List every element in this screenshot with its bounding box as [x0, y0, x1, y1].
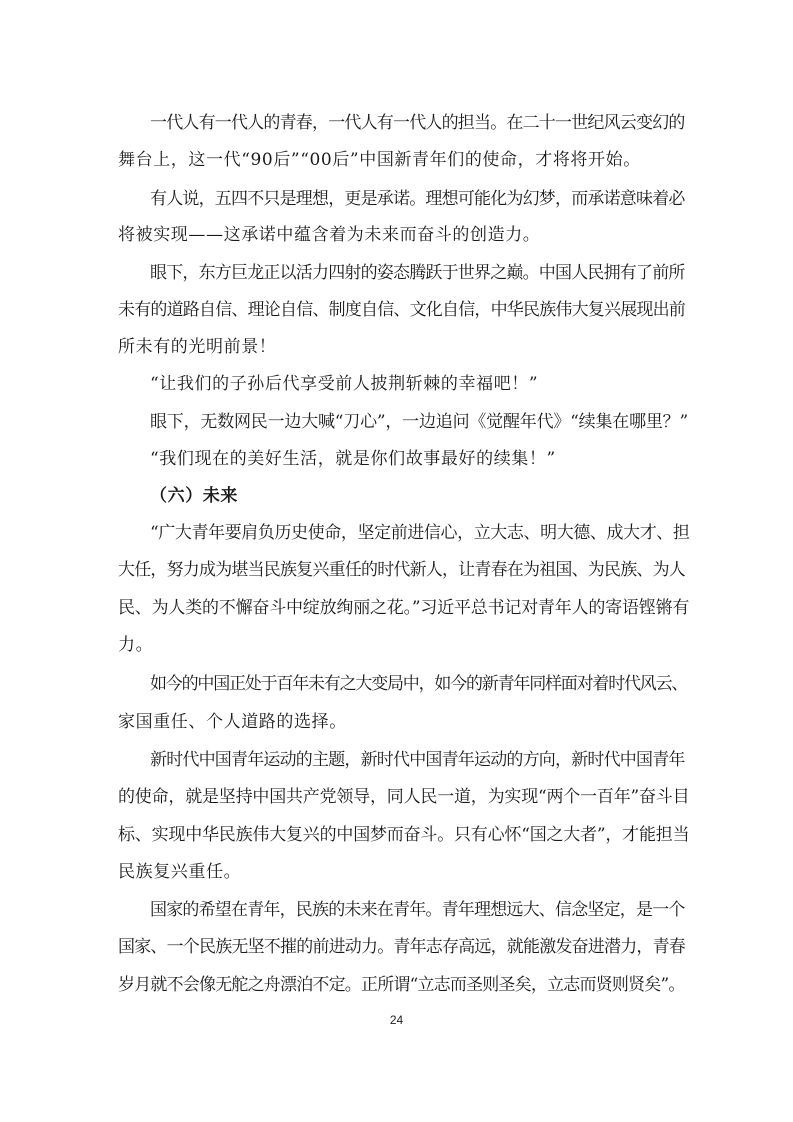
paragraph-line: 岁月就不会像无舵之舟漂泊不定。正所谓“立志而圣则圣矣，立志而贤则贤矣”。 — [118, 975, 685, 995]
paragraph-line: 眼下，无数网民一边大喊“刀心”，一边追问《觉醒年代》“续集在哪里？” — [150, 412, 688, 432]
paragraph-line: 力。 — [118, 635, 154, 655]
paragraph-line: 一代人有一代人的青春，一代人有一代人的担当。在二十一世纪风云变幻的 — [150, 113, 685, 133]
paragraph-line: 所未有的光明前景！ — [118, 337, 277, 357]
quote-line: “让我们的子孙后代享受前人披荆斩棘的幸福吧！” — [150, 374, 539, 394]
paragraph-line: 未有的道路自信、理论自信、制度自信、文化自信，中华民族伟大复兴展现出前 — [118, 300, 685, 320]
paragraph-line: 舞台上，这一代“90后”“00后”中国新青年们的使命，才将将开始。 — [118, 150, 641, 170]
paragraph-line: 的使命，就是坚持中国共产党领导，同人民一道，为实现“两个一百年”奋斗目 — [118, 787, 690, 807]
paragraph-line: 新时代中国青年运动的主题，新时代中国青年运动的方向，新时代中国青年 — [150, 750, 685, 770]
paragraph-line: 国家、一个民族无坚不摧的前进动力。青年志存高远，就能激发奋进潜力，青春 — [118, 937, 685, 957]
paragraph-line: 眼下，东方巨龙正以活力四射的姿态腾跃于世界之巅。中国人民拥有了前所 — [150, 263, 685, 283]
paragraph-line: 国家的希望在青年，民族的未来在青年。青年理想远大、信念坚定，是一个 — [150, 900, 685, 920]
paragraph-line: 大任，努力成为堪当民族复兴重任的时代新人，让青春在为祖国、为民族、为人 — [118, 560, 685, 580]
paragraph-line: 将被实现——这承诺中蕴含着为未来而奋斗的创造力。 — [118, 225, 541, 245]
paragraph-line: 标、实现中华民族伟大复兴的中国梦而奋斗。只有心怀“国之大者”，才能担当 — [118, 825, 690, 845]
page-number: 24 — [389, 1013, 404, 1027]
paragraph-line: 民族复兴重任。 — [118, 862, 242, 882]
paragraph-line: 如今的中国正处于百年未有之大变局中，如今的新青年同样面对着时代风云、 — [150, 674, 688, 694]
section-heading: （六）未来 — [150, 486, 238, 506]
paragraph-line: 家国重任、个人道路的选择。 — [118, 712, 347, 732]
paragraph-line: 民、为人类的不懈奋斗中绽放绚丽之花。”习近平总书记对青年人的寄语铿锵有 — [118, 598, 690, 618]
quote-line: “我们现在的美好生活，就是你们故事最好的续集！” — [150, 449, 556, 469]
paragraph-line: “广大青年要肩负历史使命，坚定前进信心，立大志、明大德、成大才、担 — [150, 523, 690, 543]
paragraph-line: 有人说，五四不只是理想，更是承诺。理想可能化为幻梦，而承诺意味着必 — [150, 189, 685, 209]
